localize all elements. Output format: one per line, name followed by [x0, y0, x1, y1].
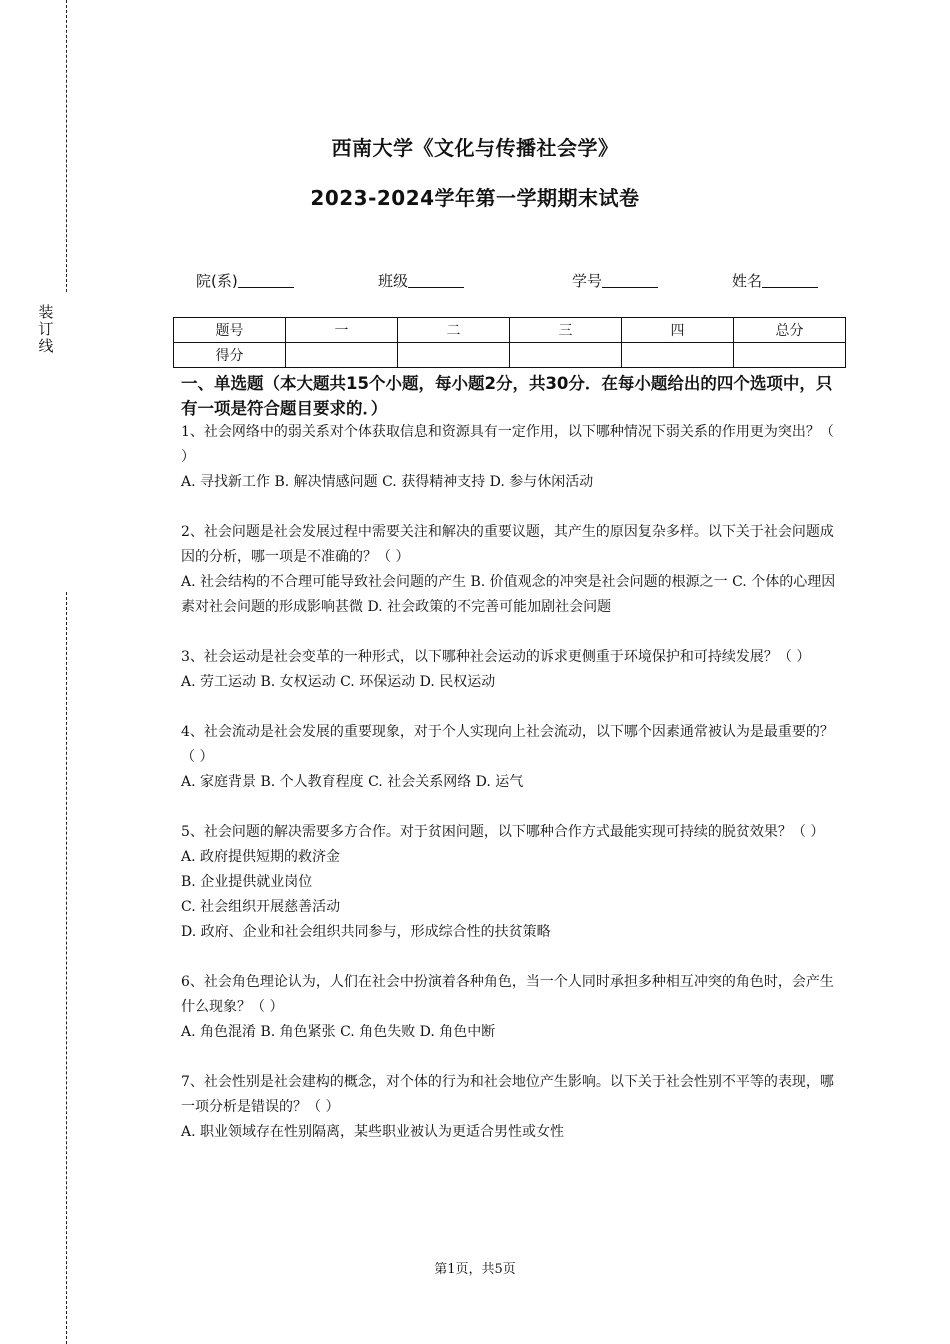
info-class-label: 班级 — [378, 272, 409, 290]
question-list — [181, 420, 841, 1145]
binding-dashed-line-bottom — [66, 592, 67, 1344]
question-item — [181, 720, 841, 795]
score-cell-header: 一 — [286, 318, 398, 343]
question-options: A. 家庭背景 B. 个人教育程度 C. 社会关系网络 D. 运气 — [181, 774, 524, 790]
question-item — [181, 970, 841, 1045]
exam-title: 西南大学《文化与传播社会学》 — [331, 136, 619, 160]
score-table — [173, 317, 846, 368]
question-options: A. 角色混淆 B. 角色紧张 C. 角色失败 D. 角色中断 — [181, 1024, 496, 1040]
question-stem: 1、社会网络中的弱关系对个体获取信息和资源具有一定作用，以下哪种情况下弱关系的作用更为突出？（ ） — [181, 424, 834, 465]
score-cell-empty[interactable] — [398, 343, 510, 368]
info-department — [196, 270, 294, 291]
question-options: A. 劳工运动 B. 女权运动 C. 环保运动 D. 民权运动 — [181, 674, 496, 690]
question-options: A. 社会结构的不合理可能导致社会问题的产生 B. 价值观念的冲突是社会问题的根源之一 C. 个体的心理因素对社会问题的形成影响甚微 D. 社会政策的不完善可能加剧社会问题 — [181, 574, 836, 615]
info-class — [378, 270, 464, 291]
question-option: D. 政府、企业和社会组织共同参与，形成综合性的扶贫策略 — [181, 924, 551, 940]
question-item — [181, 645, 841, 695]
question-stem: 3、社会运动是社会变革的一种形式，以下哪种社会运动的诉求更侧重于环境保护和可持续发展？（ ） — [181, 649, 811, 665]
score-row-label: 得分 — [174, 343, 286, 368]
question-option: A. 政府提供短期的救济金 — [181, 849, 341, 865]
info-name-blank[interactable] — [762, 273, 818, 288]
score-cell-header: 总分 — [734, 318, 846, 343]
question-item — [181, 420, 841, 495]
exam-subtitle: 2023-2024学年第一学期期末试卷 — [310, 186, 640, 210]
info-name — [732, 270, 818, 291]
question-item — [181, 1070, 841, 1145]
question-item — [181, 820, 841, 945]
question-item — [181, 520, 841, 620]
section-heading: 一、单选题（本大题共15个小题，每小题2分，共30分．在每小题给出的四个选项中，只有一项是符合题目要求的．） — [181, 374, 833, 418]
score-cell-empty[interactable] — [286, 343, 398, 368]
info-class-blank[interactable] — [408, 273, 464, 288]
question-stem: 4、社会流动是社会发展的重要现象，对于个人实现向上社会流动，以下哪个因素通常被认为是最重要的？（ ） — [181, 724, 834, 765]
question-option: C. 社会组织开展慈善活动 — [181, 899, 341, 915]
question-stem: 2、社会问题是社会发展过程中需要关注和解决的重要议题，其产生的原因复杂多样。以下关于社会问题成因的分析，哪一项是不准确的？（ ） — [181, 524, 834, 565]
score-table-header-row — [174, 318, 846, 343]
score-cell-empty[interactable] — [510, 343, 622, 368]
score-cell-header: 二 — [398, 318, 510, 343]
question-stem: 7、社会性别是社会建构的概念，对个体的行为和社会地位产生影响。以下关于社会性别不平等的表现，哪一项分析是错误的？（ ） — [181, 1074, 834, 1115]
question-stem: 6、社会角色理论认为，人们在社会中扮演着各种角色，当一个人同时承担多种相互冲突的角色时，会产生什么现象？（ ） — [181, 974, 834, 1015]
score-table-score-row — [174, 343, 846, 368]
score-cell-empty[interactable] — [622, 343, 734, 368]
info-department-label: 院(系) — [196, 272, 238, 290]
question-option: B. 企业提供就业岗位 — [181, 874, 313, 890]
info-name-label: 姓名 — [732, 272, 763, 290]
info-department-blank[interactable] — [238, 273, 294, 288]
question-options: A. 寻找新工作 B. 解决情感问题 C. 获得精神支持 D. 参与休闲活动 — [181, 474, 594, 490]
question-option: A. 职业领域存在性别隔离，某些职业被认为更适合男性或女性 — [181, 1124, 565, 1140]
question-stem: 5、社会问题的解决需要多方合作。对于贫困问题，以下哪种合作方式最能实现可持续的脱贫效果？（ ） — [181, 824, 825, 840]
score-cell-header: 题号 — [174, 318, 286, 343]
binding-label: 装订线 — [38, 303, 54, 355]
page-footer: 第1页，共5页 — [434, 1262, 516, 1277]
score-cell-header: 四 — [622, 318, 734, 343]
score-cell-empty[interactable] — [734, 343, 846, 368]
info-student-id — [572, 270, 658, 291]
info-student-id-label: 学号 — [572, 272, 603, 290]
info-student-id-blank[interactable] — [602, 273, 658, 288]
score-cell-header: 三 — [510, 318, 622, 343]
